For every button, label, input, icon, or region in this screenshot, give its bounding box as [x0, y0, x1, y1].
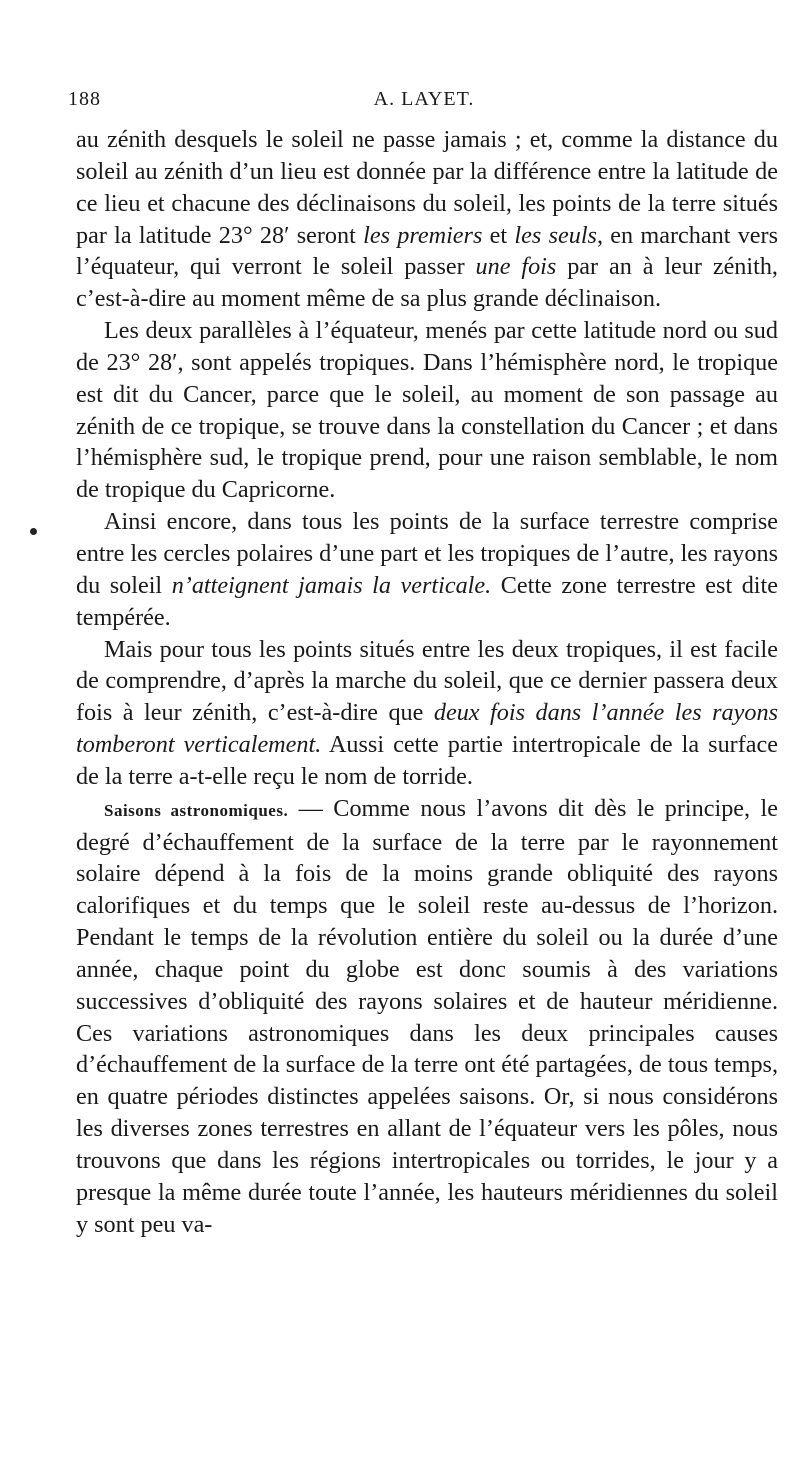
text-run: — Comme nous l’avons dit dès le principe, le degré d’échauffement de la surface de la terre par le rayonnement solaire dépend à la fois de la moins grande obliquité des rayons calorifiques et du temps que le soleil reste au-dessus de l’horizon. Pendant le temps de la révolution entière du soleil ou la durée d’une année, chaque point du globe est donc soumis à des variations successives d’obliquité des rayons solaires et de hauteur méridienne. Ces variations astronomiques dans les deux principales causes d’échauffement de la surface de la terre ont été partagées, de tous temps, en quatre périodes distinctes appelées saisons. Or, si nous considérons les diverses zones terrestres en allant de l’équateur vers les pôles, nous trouvons que dans les régions intertropicales ou torrides, le jour y a presque la même durée toute l’année, les hauteurs méridiennes du soleil y sont peu va-	[76, 794, 779, 1238]
text-run: et	[482, 221, 515, 249]
text-run: Mais pour tous les points situés entre les deux tropiques, il est facile de comprendre, d’après la marche du soleil, que ce dernier passera deux fois à leur zénith, c’est-à-dire que	[76, 635, 778, 727]
italic-text: les premiers	[363, 221, 483, 249]
page-number: 188	[68, 88, 101, 110]
italic-text: les seuls	[514, 221, 597, 249]
italic-text: n’atteignent jamais la verticale.	[171, 571, 492, 599]
paragraph-4	[76, 634, 778, 793]
text-run: au zénith desquels le soleil ne passe jamais ; et, comme la distance du soleil au zénith d’un lieu est donnée par la différence entre la latitude de ce lieu et chacune des déclinaisons du soleil, les points de la terre situés par la latitude 23° 28′ seront	[76, 126, 778, 249]
text-run: Les deux parallèles à l’équateur, menés par cette latitude nord ou sud de 23° 28′, sont appelés tropiques. Dans l’hémisphère nord, le tropique est dit du Cancer, parce que le soleil, au moment de son passage au zénith de ce tropique, se trouve dans la constellation du Cancer ; et dans l’hémisphère sud, le tropique prend, pour une raison semblable, le nom de tropique du Capricorne.	[76, 317, 778, 504]
text-run: Cette zone terrestre est dite tempérée.	[76, 571, 778, 631]
italic-text: une fois	[475, 253, 557, 281]
text-run: Aussi cette partie intertropicale de la surface de la terre a-t-elle reçu le nom de torride.	[76, 731, 778, 790]
body-text	[76, 124, 778, 1241]
paragraph-2	[76, 315, 778, 506]
text-run: , en marchant vers l’équateur, qui verront le soleil passer	[76, 221, 779, 281]
page-header	[68, 88, 780, 118]
paragraph-3	[76, 506, 778, 633]
text-run: par an à leur zénith, c’est-à-dire au moment même de sa plus grande déclinaison.	[76, 253, 778, 313]
paragraph-1	[76, 124, 778, 315]
text-run: Ainsi encore, dans tous les points de la surface terrestre comprise entre les cercles polaires d’une part et les tropiques de l’autre, les rayons du soleil	[76, 508, 778, 599]
section-heading: Saisons astronomiques.	[104, 800, 289, 820]
margin-mark	[30, 528, 37, 535]
italic-text: deux fois dans l’année les rayons tomberont verticalement.	[76, 699, 778, 759]
running-title: A. LAYET.	[373, 88, 475, 110]
paragraph-5-saisons-astronomiques	[76, 793, 778, 1241]
